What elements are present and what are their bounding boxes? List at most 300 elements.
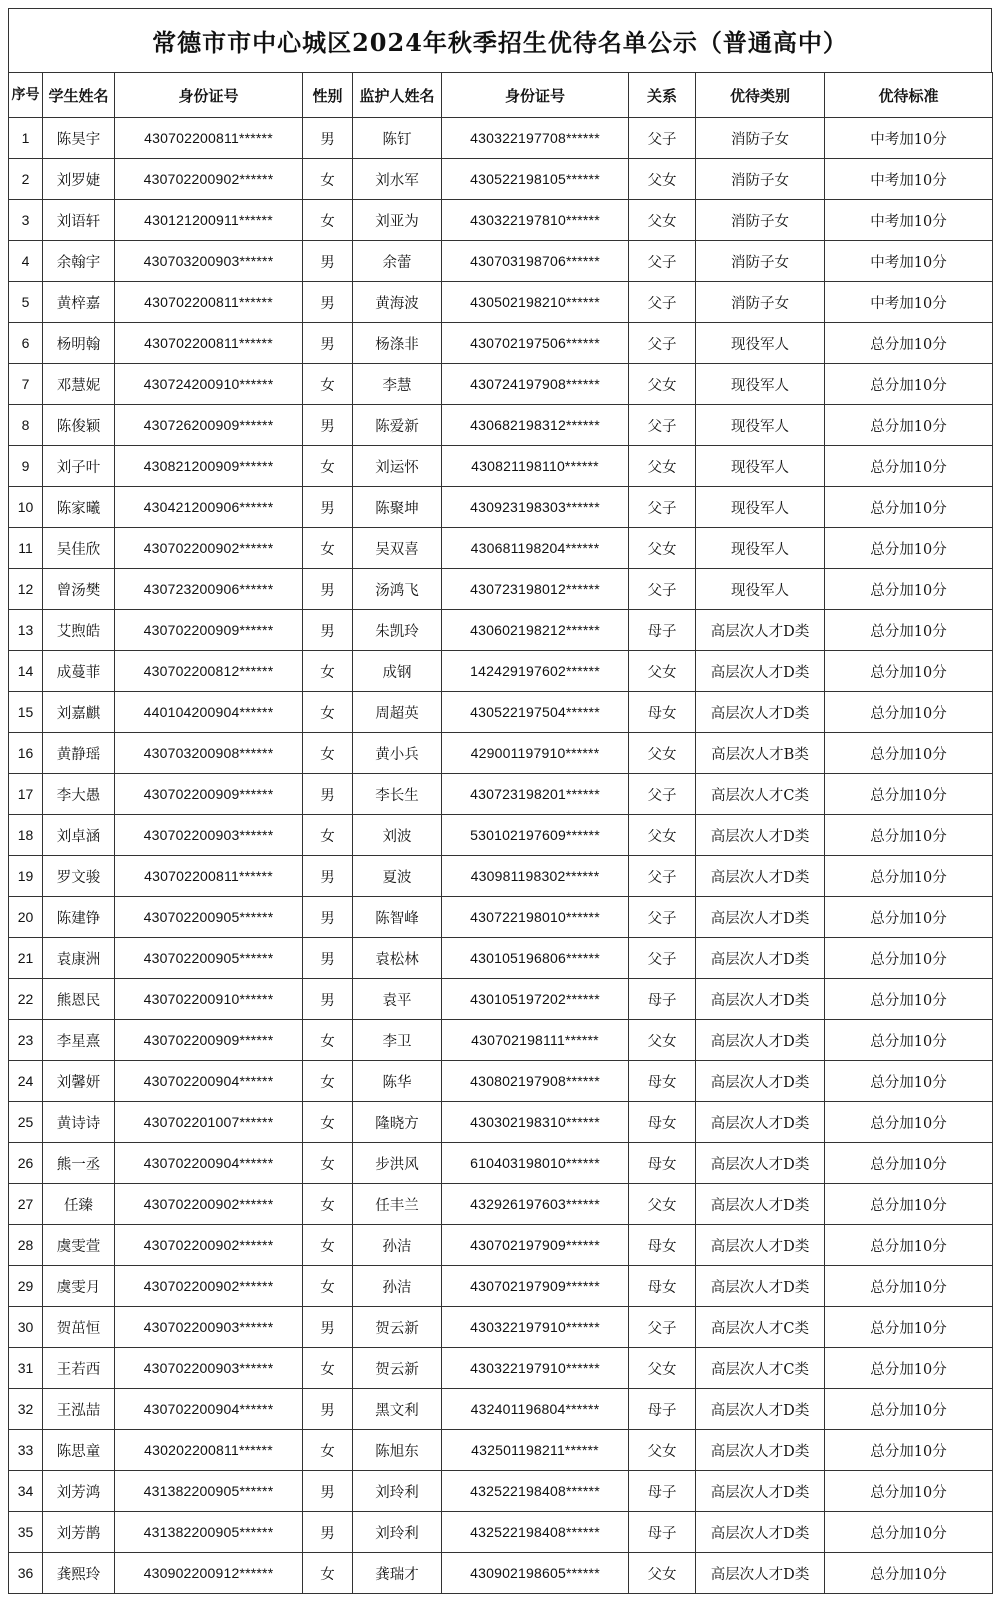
guardian-id-cell: 430322197708****** [442,118,629,159]
table-row [9,241,993,282]
relation-cell: 母女 [629,692,696,733]
gender-cell: 女 [303,1553,353,1594]
gender-cell: 女 [303,1143,353,1184]
student-id-cell: 430724200910****** [115,364,303,405]
gender-cell: 男 [303,241,353,282]
student-id-cell: 430702200811****** [115,118,303,159]
category-cell: 高层次人才D类 [696,1102,825,1143]
gender-cell: 男 [303,610,353,651]
standard-cell: 中考加10分 [825,282,993,323]
relation-cell: 父女 [629,1430,696,1471]
table-row [9,1430,993,1471]
header-student-id: 身份证号 [115,73,303,118]
table-row [9,938,993,979]
seq-cell: 24 [9,1061,43,1102]
category-cell: 高层次人才D类 [696,610,825,651]
guardian-name-cell: 李长生 [353,774,442,815]
student-id-cell: 430702200909****** [115,610,303,651]
student-name-cell: 陈昊宇 [43,118,115,159]
seq-cell: 35 [9,1512,43,1553]
category-cell: 高层次人才D类 [696,1020,825,1061]
seq-cell: 7 [9,364,43,405]
relation-cell: 父女 [629,1553,696,1594]
student-id-cell: 431382200905****** [115,1512,303,1553]
gender-cell: 男 [303,979,353,1020]
standard-cell: 总分加10分 [825,1553,993,1594]
relation-cell: 父子 [629,323,696,364]
seq-cell: 20 [9,897,43,938]
student-id-cell: 430723200906****** [115,569,303,610]
student-name-cell: 曾汤樊 [43,569,115,610]
gender-cell: 男 [303,405,353,446]
guardian-id-cell: 530102197609****** [442,815,629,856]
student-name-cell: 杨明翰 [43,323,115,364]
relation-cell: 父子 [629,569,696,610]
category-cell: 高层次人才D类 [696,1061,825,1102]
gender-cell: 男 [303,938,353,979]
table-row [9,200,993,241]
relation-cell: 母女 [629,1266,696,1307]
student-name-cell: 熊一丞 [43,1143,115,1184]
seq-cell: 3 [9,200,43,241]
student-name-cell: 刘馨妍 [43,1061,115,1102]
header-relation: 关系 [629,73,696,118]
table-row [9,733,993,774]
gender-cell: 男 [303,323,353,364]
relation-cell: 母女 [629,1102,696,1143]
standard-cell: 总分加10分 [825,1266,993,1307]
category-cell: 高层次人才D类 [696,1184,825,1225]
standard-cell: 总分加10分 [825,1512,993,1553]
standard-cell: 中考加10分 [825,118,993,159]
student-id-cell: 430702200902****** [115,1266,303,1307]
category-cell: 现役军人 [696,405,825,446]
table-row [9,323,993,364]
student-id-cell: 430902200912****** [115,1553,303,1594]
guardian-name-cell: 孙洁 [353,1225,442,1266]
gender-cell: 女 [303,1266,353,1307]
header-category: 优待类别 [696,73,825,118]
category-cell: 高层次人才D类 [696,1471,825,1512]
guardian-id-cell: 430105197202****** [442,979,629,1020]
relation-cell: 父子 [629,487,696,528]
gender-cell: 男 [303,1471,353,1512]
standard-cell: 总分加10分 [825,1430,993,1471]
student-id-cell: 430421200906****** [115,487,303,528]
gender-cell: 男 [303,118,353,159]
student-id-cell: 430121200911****** [115,200,303,241]
table-row [9,405,993,446]
student-name-cell: 李星熹 [43,1020,115,1061]
gender-cell: 男 [303,1307,353,1348]
guardian-name-cell: 任丰兰 [353,1184,442,1225]
guardian-name-cell: 黄小兵 [353,733,442,774]
header-seq: 序号 [9,73,43,118]
guardian-name-cell: 陈旭东 [353,1430,442,1471]
gender-cell: 女 [303,200,353,241]
table-row [9,528,993,569]
relation-cell: 父女 [629,1348,696,1389]
standard-cell: 总分加10分 [825,487,993,528]
student-id-cell: 430702200811****** [115,856,303,897]
guardian-name-cell: 陈聚坤 [353,487,442,528]
table-row [9,1266,993,1307]
guardian-name-cell: 刘运怀 [353,446,442,487]
student-id-cell: 430702200812****** [115,651,303,692]
guardian-id-cell: 430522197504****** [442,692,629,733]
gender-cell: 女 [303,1225,353,1266]
guardian-id-cell: 430682198312****** [442,405,629,446]
standard-cell: 总分加10分 [825,1307,993,1348]
guardian-name-cell: 李慧 [353,364,442,405]
guardian-id-cell: 430322197910****** [442,1307,629,1348]
gender-cell: 女 [303,528,353,569]
table-row [9,1553,993,1594]
gender-cell: 女 [303,1061,353,1102]
guardian-id-cell: 430703198706****** [442,241,629,282]
student-name-cell: 刘罗婕 [43,159,115,200]
seq-cell: 18 [9,815,43,856]
guardian-id-cell: 430602198212****** [442,610,629,651]
guardian-id-cell: 430724197908****** [442,364,629,405]
student-id-cell: 430703200903****** [115,241,303,282]
table-row [9,1143,993,1184]
seq-cell: 4 [9,241,43,282]
relation-cell: 父女 [629,159,696,200]
gender-cell: 男 [303,856,353,897]
student-id-cell: 430702200909****** [115,1020,303,1061]
table-row [9,159,993,200]
seq-cell: 22 [9,979,43,1020]
relation-cell: 父女 [629,446,696,487]
seq-cell: 6 [9,323,43,364]
gender-cell: 女 [303,651,353,692]
gender-cell: 男 [303,1389,353,1430]
student-name-cell: 熊恩民 [43,979,115,1020]
header-guardian-id: 身份证号 [442,73,629,118]
roster-table [8,72,993,1594]
relation-cell: 父子 [629,405,696,446]
table-row [9,856,993,897]
table-row [9,1184,993,1225]
seq-cell: 9 [9,446,43,487]
student-id-cell: 430702200905****** [115,897,303,938]
standard-cell: 总分加10分 [825,528,993,569]
student-name-cell: 陈俊颖 [43,405,115,446]
relation-cell: 父女 [629,1020,696,1061]
student-name-cell: 邓慧妮 [43,364,115,405]
table-row [9,897,993,938]
seq-cell: 5 [9,282,43,323]
relation-cell: 母女 [629,1225,696,1266]
student-name-cell: 刘子叶 [43,446,115,487]
gender-cell: 女 [303,1102,353,1143]
relation-cell: 父女 [629,815,696,856]
student-name-cell: 王若西 [43,1348,115,1389]
seq-cell: 8 [9,405,43,446]
student-name-cell: 黄梓嘉 [43,282,115,323]
guardian-name-cell: 刘玲利 [353,1512,442,1553]
student-id-cell: 430702200904****** [115,1389,303,1430]
standard-cell: 总分加10分 [825,897,993,938]
seq-cell: 33 [9,1430,43,1471]
category-cell: 消防子女 [696,241,825,282]
student-id-cell: 430726200909****** [115,405,303,446]
table-body [9,118,993,1594]
guardian-name-cell: 隆晓方 [353,1102,442,1143]
relation-cell: 父子 [629,856,696,897]
student-name-cell: 黄静瑶 [43,733,115,774]
gender-cell: 女 [303,815,353,856]
relation-cell: 母子 [629,1389,696,1430]
category-cell: 高层次人才D类 [696,979,825,1020]
category-cell: 高层次人才D类 [696,1266,825,1307]
seq-cell: 28 [9,1225,43,1266]
guardian-name-cell: 李卫 [353,1020,442,1061]
table-row [9,446,993,487]
seq-cell: 25 [9,1102,43,1143]
header-gender: 性别 [303,73,353,118]
student-name-cell: 任臻 [43,1184,115,1225]
table-row [9,1471,993,1512]
gender-cell: 女 [303,159,353,200]
student-id-cell: 430702200902****** [115,528,303,569]
seq-cell: 26 [9,1143,43,1184]
category-cell: 消防子女 [696,282,825,323]
seq-cell: 30 [9,1307,43,1348]
standard-cell: 中考加10分 [825,241,993,282]
category-cell: 高层次人才D类 [696,1512,825,1553]
relation-cell: 母子 [629,1512,696,1553]
relation-cell: 父女 [629,651,696,692]
header-guardian-name: 监护人姓名 [353,73,442,118]
relation-cell: 父女 [629,733,696,774]
guardian-id-cell: 430923198303****** [442,487,629,528]
guardian-name-cell: 袁平 [353,979,442,1020]
standard-cell: 总分加10分 [825,323,993,364]
guardian-name-cell: 刘玲利 [353,1471,442,1512]
standard-cell: 总分加10分 [825,1102,993,1143]
guardian-id-cell: 432522198408****** [442,1512,629,1553]
student-id-cell: 430821200909****** [115,446,303,487]
gender-cell: 女 [303,1348,353,1389]
student-id-cell: 430702200902****** [115,159,303,200]
table-row [9,1348,993,1389]
relation-cell: 父女 [629,364,696,405]
student-name-cell: 罗文骏 [43,856,115,897]
header-student-name: 学生姓名 [43,73,115,118]
guardian-name-cell: 吴双喜 [353,528,442,569]
student-name-cell: 陈家曦 [43,487,115,528]
student-name-cell: 刘语轩 [43,200,115,241]
student-name-cell: 李大愚 [43,774,115,815]
guardian-name-cell: 汤鸿飞 [353,569,442,610]
guardian-id-cell: 430902198605****** [442,1553,629,1594]
student-id-cell: 430702200811****** [115,282,303,323]
guardian-id-cell: 432501198211****** [442,1430,629,1471]
guardian-id-cell: 430502198210****** [442,282,629,323]
gender-cell: 女 [303,1184,353,1225]
guardian-id-cell: 430981198302****** [442,856,629,897]
guardian-id-cell: 430723198012****** [442,569,629,610]
standard-cell: 总分加10分 [825,856,993,897]
seq-cell: 15 [9,692,43,733]
relation-cell: 母子 [629,979,696,1020]
table-row [9,1061,993,1102]
student-name-cell: 虞雯月 [43,1266,115,1307]
category-cell: 高层次人才C类 [696,1307,825,1348]
student-id-cell: 431382200905****** [115,1471,303,1512]
table-row [9,651,993,692]
guardian-name-cell: 夏波 [353,856,442,897]
seq-cell: 29 [9,1266,43,1307]
category-cell: 消防子女 [696,118,825,159]
student-id-cell: 430702200910****** [115,979,303,1020]
student-id-cell: 430702200903****** [115,1307,303,1348]
table-row [9,1307,993,1348]
standard-cell: 总分加10分 [825,1471,993,1512]
student-name-cell: 刘芳鸿 [43,1471,115,1512]
category-cell: 高层次人才D类 [696,897,825,938]
table-row [9,487,993,528]
student-id-cell: 430702200904****** [115,1061,303,1102]
student-id-cell: 430702200902****** [115,1225,303,1266]
guardian-name-cell: 余蕾 [353,241,442,282]
guardian-id-cell: 610403198010****** [442,1143,629,1184]
standard-cell: 总分加10分 [825,979,993,1020]
seq-cell: 27 [9,1184,43,1225]
table-row [9,610,993,651]
category-cell: 高层次人才D类 [696,692,825,733]
seq-cell: 34 [9,1471,43,1512]
seq-cell: 23 [9,1020,43,1061]
guardian-name-cell: 朱凯玲 [353,610,442,651]
gender-cell: 女 [303,1430,353,1471]
table-row [9,364,993,405]
category-cell: 高层次人才D类 [696,815,825,856]
gender-cell: 女 [303,692,353,733]
standard-cell: 总分加10分 [825,733,993,774]
gender-cell: 男 [303,774,353,815]
guardian-id-cell: 430522198105****** [442,159,629,200]
header-row [9,73,993,118]
guardian-id-cell: 430722198010****** [442,897,629,938]
gender-cell: 女 [303,446,353,487]
category-cell: 高层次人才C类 [696,1348,825,1389]
standard-cell: 总分加10分 [825,610,993,651]
student-id-cell: 430703200908****** [115,733,303,774]
relation-cell: 母女 [629,1143,696,1184]
student-name-cell: 黄诗诗 [43,1102,115,1143]
standard-cell: 总分加10分 [825,1348,993,1389]
gender-cell: 男 [303,1512,353,1553]
student-name-cell: 刘卓涵 [43,815,115,856]
relation-cell: 父子 [629,774,696,815]
student-name-cell: 艾煦皓 [43,610,115,651]
relation-cell: 父女 [629,200,696,241]
table-header [9,73,993,118]
category-cell: 高层次人才D类 [696,1143,825,1184]
table-row [9,282,993,323]
category-cell: 高层次人才B类 [696,733,825,774]
guardian-id-cell: 430723198201****** [442,774,629,815]
guardian-name-cell: 龚瑞才 [353,1553,442,1594]
document-title: 常德市市中心城区2024年秋季招生优待名单公示（普通高中） [8,8,992,72]
standard-cell: 总分加10分 [825,1143,993,1184]
relation-cell: 父子 [629,1307,696,1348]
seq-cell: 32 [9,1389,43,1430]
category-cell: 消防子女 [696,159,825,200]
guardian-name-cell: 贺云新 [353,1307,442,1348]
gender-cell: 男 [303,897,353,938]
table-row [9,692,993,733]
standard-cell: 总分加10分 [825,774,993,815]
student-name-cell: 刘芳鹊 [43,1512,115,1553]
student-name-cell: 陈建铮 [43,897,115,938]
standard-cell: 中考加10分 [825,200,993,241]
guardian-name-cell: 陈华 [353,1061,442,1102]
relation-cell: 父子 [629,241,696,282]
standard-cell: 总分加10分 [825,364,993,405]
category-cell: 高层次人才D类 [696,1430,825,1471]
seq-cell: 14 [9,651,43,692]
standard-cell: 总分加10分 [825,446,993,487]
seq-cell: 21 [9,938,43,979]
standard-cell: 中考加10分 [825,159,993,200]
category-cell: 现役军人 [696,528,825,569]
standard-cell: 总分加10分 [825,1389,993,1430]
standard-cell: 总分加10分 [825,651,993,692]
table-row [9,1020,993,1061]
seq-cell: 13 [9,610,43,651]
guardian-id-cell: 432401196804****** [442,1389,629,1430]
gender-cell: 男 [303,569,353,610]
standard-cell: 总分加10分 [825,1184,993,1225]
student-name-cell: 吴佳欣 [43,528,115,569]
student-name-cell: 余翰宇 [43,241,115,282]
guardian-name-cell: 陈爱新 [353,405,442,446]
guardian-name-cell: 成钢 [353,651,442,692]
student-id-cell: 430702200902****** [115,1184,303,1225]
guardian-name-cell: 周超英 [353,692,442,733]
guardian-id-cell: 430302198310****** [442,1102,629,1143]
seq-cell: 12 [9,569,43,610]
guardian-name-cell: 杨涤非 [353,323,442,364]
standard-cell: 总分加10分 [825,1225,993,1266]
student-name-cell: 袁康洲 [43,938,115,979]
guardian-id-cell: 430802197908****** [442,1061,629,1102]
guardian-name-cell: 陈钉 [353,118,442,159]
category-cell: 现役军人 [696,364,825,405]
seq-cell: 36 [9,1553,43,1594]
student-name-cell: 陈思童 [43,1430,115,1471]
table-row [9,1389,993,1430]
guardian-name-cell: 刘水军 [353,159,442,200]
seq-cell: 1 [9,118,43,159]
gender-cell: 女 [303,1020,353,1061]
table-row [9,774,993,815]
guardian-name-cell: 陈智峰 [353,897,442,938]
guardian-name-cell: 刘亚为 [353,200,442,241]
relation-cell: 父子 [629,118,696,159]
gender-cell: 女 [303,733,353,774]
category-cell: 高层次人才D类 [696,651,825,692]
student-name-cell: 贺茁恒 [43,1307,115,1348]
table-row [9,118,993,159]
seq-cell: 17 [9,774,43,815]
gender-cell: 男 [303,487,353,528]
student-id-cell: 430702200909****** [115,774,303,815]
